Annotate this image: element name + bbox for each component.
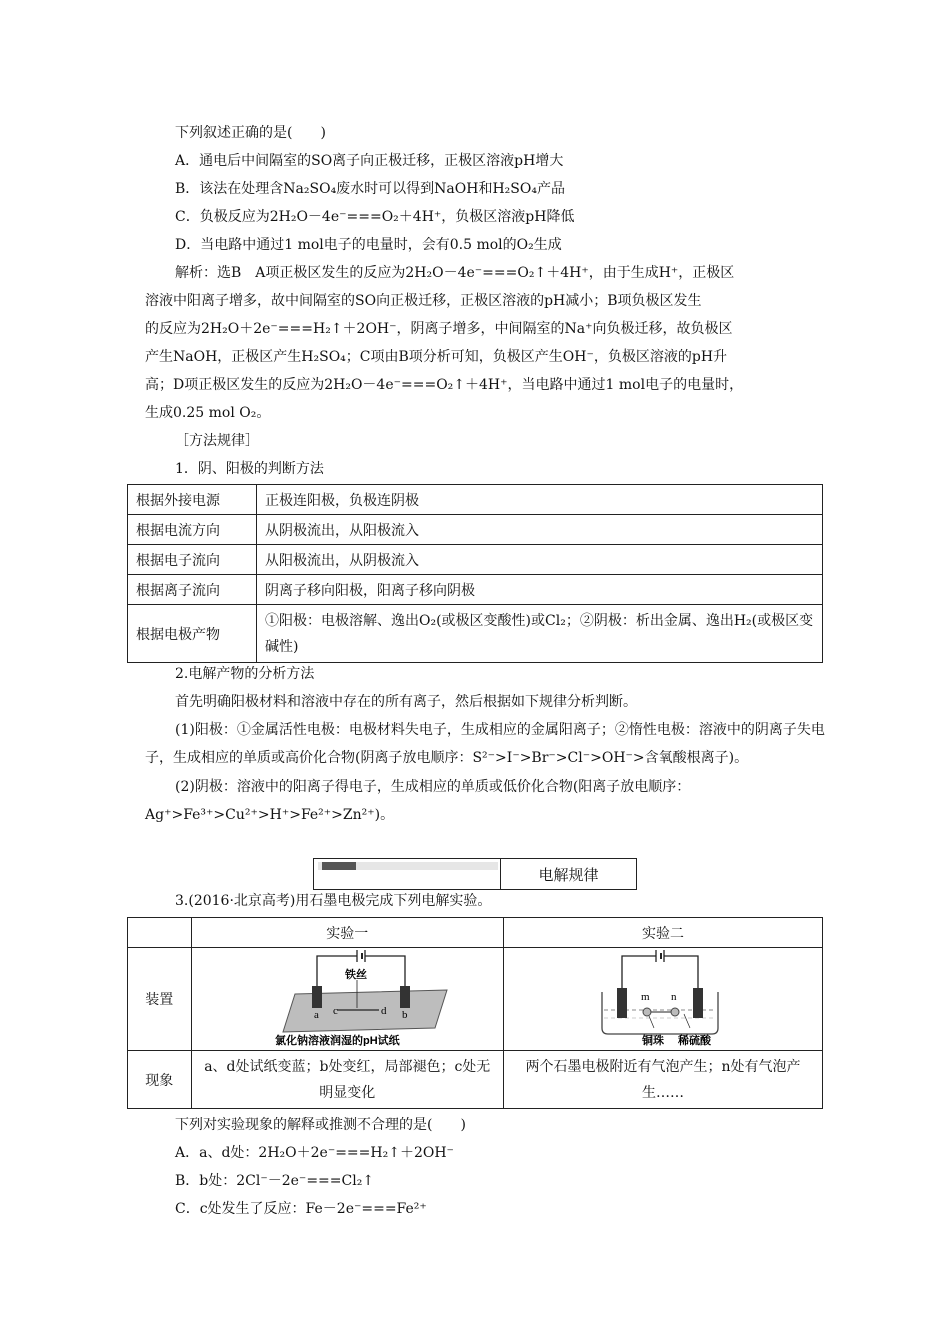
apparatus-1	[191, 948, 503, 1051]
apparatus-2	[504, 948, 823, 1051]
question-stem: 下列叙述正确的是( )	[175, 125, 326, 141]
table-row	[128, 575, 823, 605]
analysis-line: 溶液中阳离子增多，故中间隔室的SO向正极迁移，正极区溶液的pH减小；B项负极区发生	[145, 293, 702, 309]
section-banner-image	[314, 859, 501, 889]
analysis-line: 生成0.25 mol O₂。	[145, 405, 271, 421]
electrode-right	[400, 986, 410, 1008]
experiment-1-diagram	[197, 948, 497, 1046]
method-title: ［方法规律］	[175, 433, 259, 449]
table-row	[128, 485, 823, 515]
table-value: 正极连阳极，负极连阴极	[257, 485, 823, 515]
phenomenon-1: a、d处试纸变蓝；b处变红，局部褪色；c处无明显变化	[191, 1051, 503, 1109]
paragraph: (2)阴极：溶液中的阳离子得电子，生成相应的单质或低价化合物(阳离子放电顺序：Ag⁺>Fe³⁺>Cu²⁺>H⁺>Fe²⁺>Zn²⁺)。	[145, 778, 691, 823]
electrode-left	[312, 986, 322, 1008]
question-3-prompt: 下列对实验现象的解释或推测不合理的是( )	[175, 1117, 466, 1133]
method-subtitle-1: 1．阴、阳极的判断方法	[175, 461, 324, 477]
paragraph: 首先明确阳极材料和溶液中存在的所有离子，然后根据如下规律分析判断。	[175, 694, 637, 710]
electrode-judgement-table	[127, 484, 823, 663]
option-a: A．a、d处：2H₂O＋2e⁻===H₂↑＋2OH⁻	[175, 1145, 454, 1161]
option-b: B．该法在处理含Na₂SO₄废水时可以得到NaOH和H₂SO₄产品	[175, 181, 565, 197]
table-value: 从阳极流出，从阴极流入	[257, 545, 823, 575]
option-a: A．通电后中间隔室的SO离子向正极迁移，正极区溶液pH增大	[175, 153, 564, 169]
ph-paper	[283, 990, 447, 1032]
svg-text:n: n	[671, 991, 677, 1003]
table-row	[128, 605, 823, 663]
analysis-line: 的反应为2H₂O＋2e⁻===H₂↑＋2OH⁻，阴离子增多，中间隔室的Na⁺向负极迁移，故负极区	[145, 321, 733, 337]
table-value: 从阴极流出，从阳极流入	[257, 515, 823, 545]
svg-text:a: a	[314, 1009, 320, 1021]
copper-bead-m	[643, 1008, 651, 1016]
question-3-stem: 3.(2016·北京高考)用石墨电极完成下列电解实验。	[175, 893, 492, 909]
svg-text:b: b	[402, 1009, 408, 1021]
option-c: C．负极反应为2H₂O－4e⁻===O₂＋4H⁺，负极区溶液pH降低	[175, 209, 575, 225]
table-value: 阴离子移向阳极，阳离子移向阴极	[257, 575, 823, 605]
table-key: 根据电极产物	[128, 605, 257, 663]
svg-text:m: m	[641, 991, 650, 1003]
analysis-line: 高；D项正极区发生的反应为2H₂O－4e⁻===O₂↑＋4H⁺，当电路中通过1 mol电子的电量时，	[145, 377, 744, 393]
table-value: ①阳极：电极溶解、逸出O₂(或极区变酸性)或Cl₂；②阴极：析出金属、逸出H₂(或极区变碱性)	[257, 605, 823, 663]
method-subtitle-2: 2.电解产物的分析方法	[175, 666, 315, 682]
analysis-line: 产生NaOH，正极区产生H₂SO₄；C项由B项分析可知，负极区产生OH⁻，负极区溶液的pH升	[145, 349, 728, 365]
svg-text:c: c	[333, 1005, 339, 1017]
electrode-left	[617, 988, 627, 1018]
phenomenon-2: 两个石墨电极附近有气泡产生；n处有气泡产生……	[504, 1051, 823, 1109]
svg-text:d: d	[381, 1005, 387, 1017]
row-label: 装置	[128, 948, 192, 1051]
svg-text:稀硫酸: 稀硫酸	[678, 1035, 711, 1046]
table-row	[128, 1051, 823, 1109]
table-key: 根据电子流向	[128, 545, 257, 575]
table-row	[128, 948, 823, 1051]
section-header	[313, 858, 637, 890]
section-header-title: 电解规律	[538, 865, 599, 884]
row-label: 现象	[128, 1051, 192, 1109]
electrode-right	[693, 988, 703, 1018]
table-key: 根据电流方向	[128, 515, 257, 545]
analysis-line: 解析：选B A项正极区发生的反应为2H₂O－4e⁻===O₂↑＋4H⁺，由于生成H⁺，正极区	[175, 265, 735, 281]
svg-text:铜珠: 铜珠	[642, 1035, 664, 1046]
table-row	[128, 515, 823, 545]
table-row	[128, 918, 823, 948]
option-d: D．当电路中通过1 mol电子的电量时，会有0.5 mol的O₂生成	[175, 237, 562, 253]
svg-text:氯化钠溶液润湿的pH试纸: 氯化钠溶液润湿的pH试纸	[275, 1035, 400, 1046]
table-key: 根据外接电源	[128, 485, 257, 515]
col-header: 实验二	[504, 918, 823, 948]
svg-text:铁丝: 铁丝	[345, 969, 368, 981]
table-row	[128, 545, 823, 575]
copper-bead-n	[671, 1008, 679, 1016]
option-c: C．c处发生了反应：Fe－2e⁻===Fe²⁺	[175, 1201, 427, 1217]
method-paragraphs	[145, 688, 825, 829]
experiment-2-diagram	[504, 948, 822, 1046]
table-key: 根据离子流向	[128, 575, 257, 605]
experiment-table	[127, 917, 823, 1109]
col-header: 实验一	[191, 918, 503, 948]
option-b: B．b处：2Cl⁻－2e⁻===Cl₂↑	[175, 1173, 375, 1189]
paragraph: (1)阳极：①金属活性电极：电极材料失电子，生成相应的金属阳离子；②惰性电极：溶液中的阴离子失电子，生成相应的单质或高价化合物(阴离子放电顺序：S²⁻>I⁻>Br⁻>Cl⁻>OH⁻>含氧酸根离子)。	[145, 722, 825, 767]
